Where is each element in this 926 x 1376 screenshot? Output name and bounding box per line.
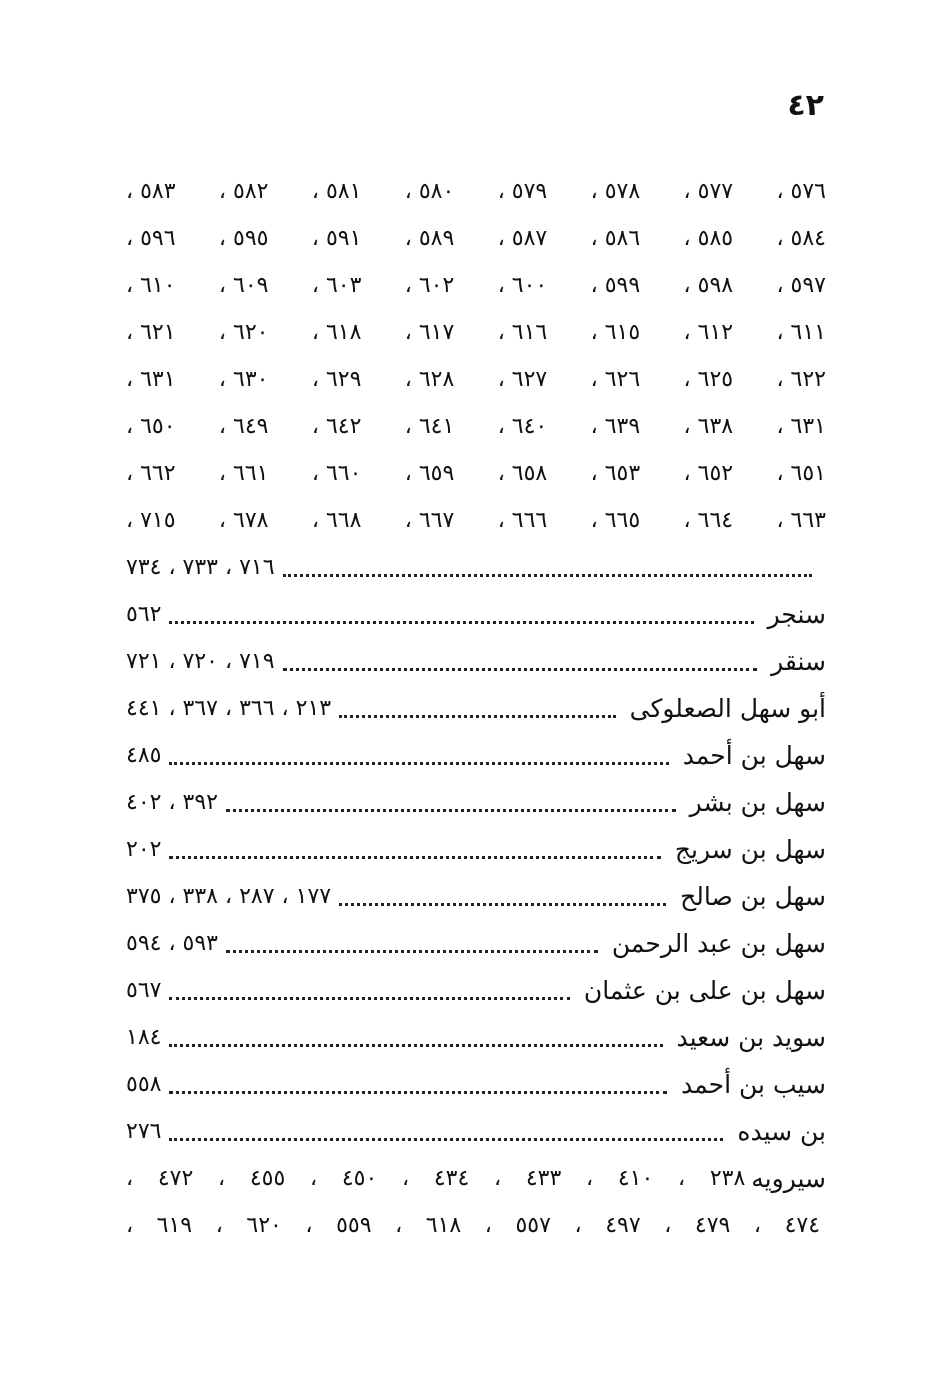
dotted-leader [169,613,753,624]
page-ref: ٦٦٠ ، [311,461,362,486]
entry-name: سويد بن سعيد [676,1023,826,1052]
entry-pages: ٥٦٢ [126,602,162,627]
entry-name: أبو سهل الصعلوكى [629,694,826,723]
entry-name: بن سيده [737,1117,826,1146]
dotted-leader [169,754,668,765]
entry-pages: ٤٧٤ ، ٤٧٩ ، ٤٩٧ ، ٥٥٧ ، ٦١٨ ، ٥٥٩ ، ٦٢٠ ، ٦١٩ ، [126,1213,821,1238]
entry-name: سيرويه [751,1164,826,1193]
page-ref: ٥٨٥ ، [683,226,734,251]
index-entry [126,591,826,638]
page-ref: ٥٨٦ ، [590,226,641,251]
page-ref: ٥٩٦ ، [126,226,176,251]
page-ref: ٦١٠ ، [126,273,176,298]
page-ref: ٥٨١ ، [311,179,362,204]
tail-line [126,1202,826,1249]
entry-pages: ٥٥٨ [126,1072,162,1097]
page-ref: ٦٢٨ ، [404,367,455,392]
dotted-leader [283,566,812,577]
page-ref: ٦٤٠ ، [497,414,548,439]
page-ref: ٦٥٠ ، [126,414,176,439]
continuation-block [126,168,826,544]
page-ref: ٦٦٢ ، [126,461,176,486]
page-ref: ٦٢٥ ، [683,367,734,392]
continuation-line [126,450,826,497]
dotted-leader [169,848,660,859]
entry-name: سنقر [771,647,826,676]
page-ref: ٦٢٧ ، [497,367,548,392]
dotted-leader [283,660,758,671]
continuation-line [126,262,826,309]
entry-pages: ٧١٩ ، ٧٢٠ ، ٧٢١ [126,649,275,674]
page-ref: ٥٩٥ ، [218,226,269,251]
page-ref: ٥٨٧ ، [497,226,548,251]
tail-line [126,1155,826,1202]
index-list [126,168,826,1249]
continuation-line [126,215,826,262]
dotted-leader [169,1083,667,1094]
page-ref: ٦٣٠ ، [218,367,269,392]
page-ref: ٦٦٥ ، [590,508,641,533]
page-ref: ٦٢٢ ، [776,367,826,392]
entry-name: سهل بن سريج [674,835,826,864]
entry-pages: ١٧٧ ، ٢٨٧ ، ٣٣٨ ، ٣٧٥ [126,884,332,909]
entry-name: سهل بن أحمد [682,741,826,770]
page-ref: ٦٣١ ، [126,367,176,392]
index-entry [126,1014,826,1061]
index-entry [126,967,826,1014]
page-number: ٤٢ [787,88,824,123]
index-entry [126,779,826,826]
page-ref: ٦١٥ ، [590,320,641,345]
page-ref: ٦٦٨ ، [311,508,362,533]
index-entry [126,920,826,967]
page-ref: ٦١٢ ، [683,320,734,345]
index-entry [126,873,826,920]
entry-pages: ٢٠٢ [126,837,162,862]
page-ref: ٥٨٠ ، [404,179,455,204]
index-entry [126,732,826,779]
page-ref: ٥٧٨ ، [590,179,641,204]
page-ref: ٥٩١ ، [311,226,362,251]
entry-pages: ٥٦٧ [126,978,162,1003]
page-ref: ٥٩٨ ، [683,273,734,298]
index-entry [126,638,826,685]
page-ref: ٦٠٢ ، [404,273,455,298]
page-ref: ٥٨٩ ، [404,226,455,251]
page-ref: ٦٤٢ ، [311,414,362,439]
page-ref: ٦٥٢ ، [683,461,734,486]
page-ref: ٦٢٩ ، [311,367,362,392]
tail-block [126,1155,826,1249]
page-ref: ٥٧٦ ، [776,179,826,204]
index-entry [126,685,826,732]
page-ref: ٦١٨ ، [311,320,362,345]
page-ref: ٦٥٩ ، [404,461,455,486]
page-ref: ٦٣٨ ، [683,414,734,439]
index-entry [126,544,826,591]
entry-pages: ٥٩٣ ، ٥٩٤ [126,931,218,956]
index-entry [126,826,826,873]
entry-pages: ٧١٦ ، ٧٣٣ ، ٧٣٤ [126,555,275,580]
page-ref: ٦٢٠ ، [218,320,269,345]
page-ref: ٦٦٤ ، [683,508,734,533]
page-ref: ٦٣١ ، [776,414,826,439]
page-ref: ٦٠٩ ، [218,273,269,298]
entry-name: سيب بن أحمد [681,1070,826,1099]
page-ref: ٦٦٦ ، [497,508,548,533]
page-ref: ٥٨٢ ، [218,179,269,204]
continuation-line [126,309,826,356]
page-ref: ٦٣٩ ، [590,414,641,439]
continuation-line [126,403,826,450]
page-ref: ٥٩٩ ، [590,273,641,298]
page-ref: ٦٧٨ ، [218,508,269,533]
continuation-line [126,168,826,215]
entries-block [126,544,826,1155]
entry-pages: ٢١٣ ، ٣٦٦ ، ٣٦٧ ، ٤٤١ [126,696,332,721]
entry-name: سنجر [767,600,826,629]
entry-name: سهل بن عبد الرحمن [611,929,826,958]
entry-pages: ٣٩٢ ، ٤٠٢ [126,790,218,815]
page-ref: ٦٥٨ ، [497,461,548,486]
entry-pages: ٢٧٦ [126,1119,162,1144]
index-entry [126,1108,826,1155]
page-ref: ٦٤١ ، [404,414,455,439]
page-ref: ٦١٧ ، [404,320,455,345]
page-ref: ٦٠٣ ، [311,273,362,298]
page-ref: ٥٨٤ ، [776,226,826,251]
continuation-line [126,497,826,544]
page-ref: ٧١٥ ، [126,508,176,533]
entry-pages: ١٨٤ [126,1025,162,1050]
page-ref: ٦٦٧ ، [404,508,455,533]
entry-name: سهل بن صالح [680,882,826,911]
index-entry [126,1061,826,1108]
continuation-line [126,356,826,403]
page-ref: ٥٧٧ ، [683,179,734,204]
page-ref: ٥٨٣ ، [126,179,176,204]
page-ref: ٦٥٣ ، [590,461,641,486]
page-ref: ٦١١ ، [776,320,826,345]
page-ref: ٦٢٦ ، [590,367,641,392]
page-ref: ٦٦١ ، [218,461,269,486]
entry-name: سهل بن بشر [689,788,826,817]
dotted-leader [169,1036,662,1047]
page-ref: ٦٦٣ ، [776,508,826,533]
page-ref: ٦٠٠ ، [497,273,548,298]
page-ref: ٦٥١ ، [776,461,826,486]
page-ref: ٦٤٩ ، [218,414,269,439]
entry-pages: ٢٣٨ ، ٤١٠ ، ٤٣٣ ، ٤٣٤ ، ٤٥٠ ، ٤٥٥ ، ٤٧٢ ، [126,1166,746,1191]
entry-pages: ٤٨٥ [126,743,162,768]
dotted-leader [169,1130,723,1141]
dotted-leader [339,707,616,718]
dotted-leader [226,801,676,812]
entry-name: سهل بن على بن عثمان [583,976,826,1005]
dotted-leader [169,989,569,1000]
dotted-leader [339,895,666,906]
dotted-leader [226,942,598,953]
page-ref: ٥٩٧ ، [776,273,826,298]
page-ref: ٦١٦ ، [497,320,548,345]
page-ref: ٦٢١ ، [126,320,176,345]
page-ref: ٥٧٩ ، [497,179,548,204]
